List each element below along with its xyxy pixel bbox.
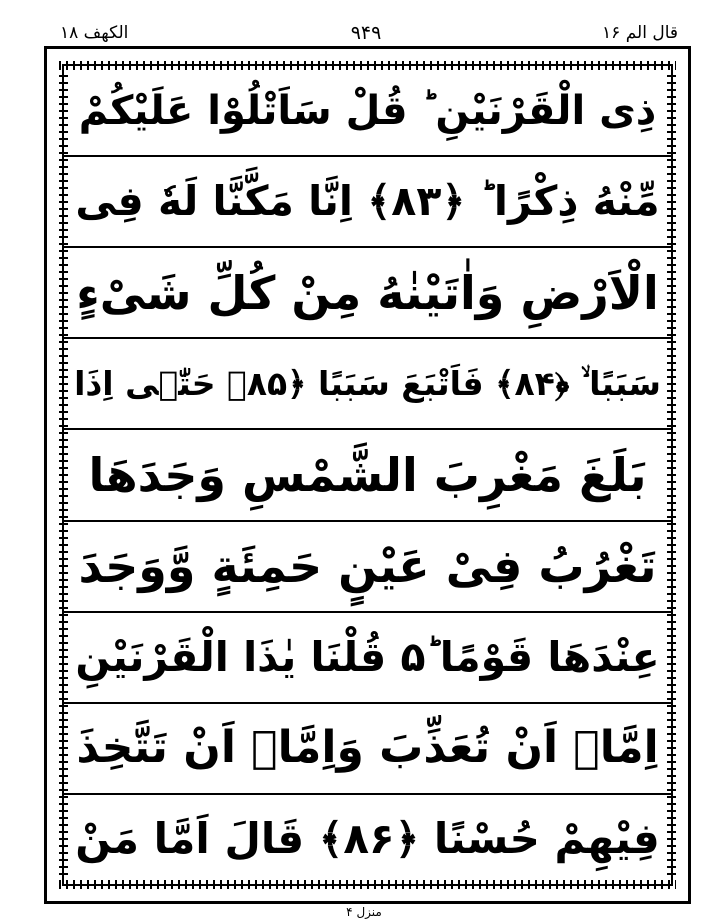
verse-line-9: فِیْهِمْ حُسْنًا ﴿۸۶﴾ قَالَ اَمَّا مَنْ [75,814,660,864]
verse-line-1: ذِی الْقَرْنَیْنِ ؕ قُلْ سَاَتْلُوْا عَلَیْکُمْ [64,66,671,157]
verse-line-2: مِّنْهُ ذِكْرًا ؕ ﴿۸۳﴾ اِنَّا مَكَّنَّا لَهٗ فِی [64,157,671,248]
page-number: ۹۴۹ [350,22,382,44]
surah-name: الکھف ۱۸ [60,23,129,43]
juz-name: قال الم ۱۶ [602,23,678,43]
verse-line-8: اِمَّاۤ اَنْ تُعَذِّبَ وَاِمَّاۤ اَنْ تَتَّخِذَ [64,704,671,795]
verse-line-7: عِنْدَهَا قَوْمًا ؕ۵ قُلْنَا یٰذَا الْقَرْنَیْنِ [64,613,671,704]
page-header [48,20,684,46]
page-frame [44,46,691,904]
verse-line-5: بَلَغَ مَغْرِبَ الشَّمْسِ وَجَدَهَا [64,430,671,521]
page-footer [0,904,728,920]
manzil-label: منزل ۴ [346,905,382,919]
verse-line-6: تَغْرُبُ فِیْ عَیْنٍ حَمِئَةٍ وَّوَجَدَ [64,522,671,613]
verse-line-4: سَبَبًا ۙ ﴿۸۴﴾ فَاَتْبَعَ سَبَبًا ﴿۸۵﴾ حَتّٰۤی اِذَا [64,339,671,430]
text-area [62,64,673,886]
verse-line-3: الْاَرْضِ وَاٰتَیْنٰهُ مِنْ كُلِّ شَیْءٍ [64,248,671,339]
